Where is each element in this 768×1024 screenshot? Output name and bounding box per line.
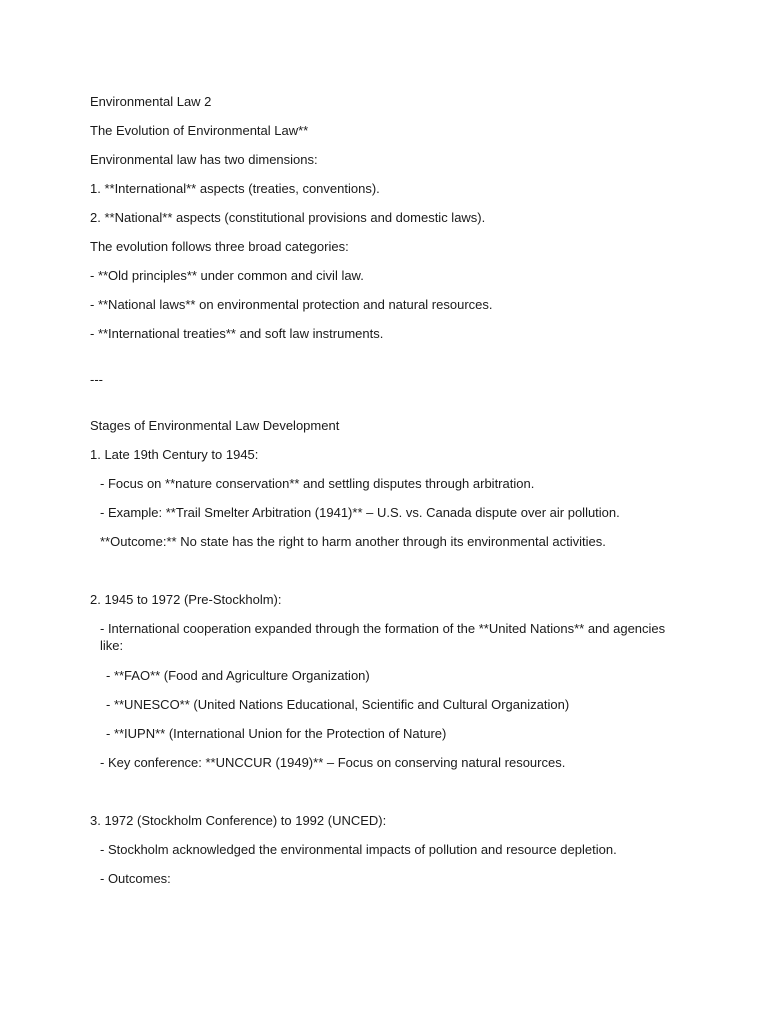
list-item: - International cooperation expanded through the formation of the **United Nations** and agencies like: [100, 621, 669, 653]
list-item: 1. **International** aspects (treaties, conventions). [90, 181, 380, 196]
list-item: - Focus on **nature conservation** and settling disputes through arbitration. [100, 476, 535, 491]
stage-heading: 3. 1972 (Stockholm Conference) to 1992 (UNCED): [90, 813, 387, 828]
list-item: - **FAO** (Food and Agriculture Organization) [106, 668, 370, 683]
section-heading-evolution: The Evolution of Environmental Law** [90, 123, 309, 138]
blank-line [90, 400, 680, 417]
stage-heading: 2. 1945 to 1972 (Pre-Stockholm): [90, 592, 282, 607]
blank-line [90, 354, 680, 371]
list-item: - **National laws** on environmental protection and natural resources. [90, 297, 493, 312]
list-item: - **Old principles** under common and civil law. [90, 268, 364, 283]
list-item: - Outcomes: [100, 871, 171, 886]
blank-line [90, 783, 680, 812]
list-item: - Key conference: **UNCCUR (1949)** – Focus on conserving natural resources. [100, 755, 566, 770]
document-title: Environmental Law 2 [90, 94, 212, 109]
stage-heading: 1. Late 19th Century to 1945: [90, 447, 259, 462]
list-item: 2. **National** aspects (constitutional provisions and domestic laws). [90, 210, 486, 225]
list-item: - Stockholm acknowledged the environmental impacts of pollution and resource depletion. [100, 842, 617, 857]
document-body [90, 93, 680, 899]
paragraph: Environmental law has two dimensions: [90, 152, 318, 167]
list-item: - **IUPN** (International Union for the Protection of Nature) [106, 726, 447, 741]
list-item: **Outcome:** No state has the right to harm another through its environmental activities. [100, 534, 606, 549]
horizontal-rule-text: --- [90, 372, 103, 387]
paragraph: The evolution follows three broad categories: [90, 239, 349, 254]
section-heading-stages: Stages of Environmental Law Development [90, 418, 340, 433]
list-item: - **International treaties** and soft law instruments. [90, 326, 384, 341]
list-item: - Example: **Trail Smelter Arbitration (1941)** – U.S. vs. Canada dispute over air pollution. [100, 505, 620, 520]
list-item: - **UNESCO** (United Nations Educational, Scientific and Cultural Organization) [106, 697, 570, 712]
blank-line [90, 562, 680, 591]
